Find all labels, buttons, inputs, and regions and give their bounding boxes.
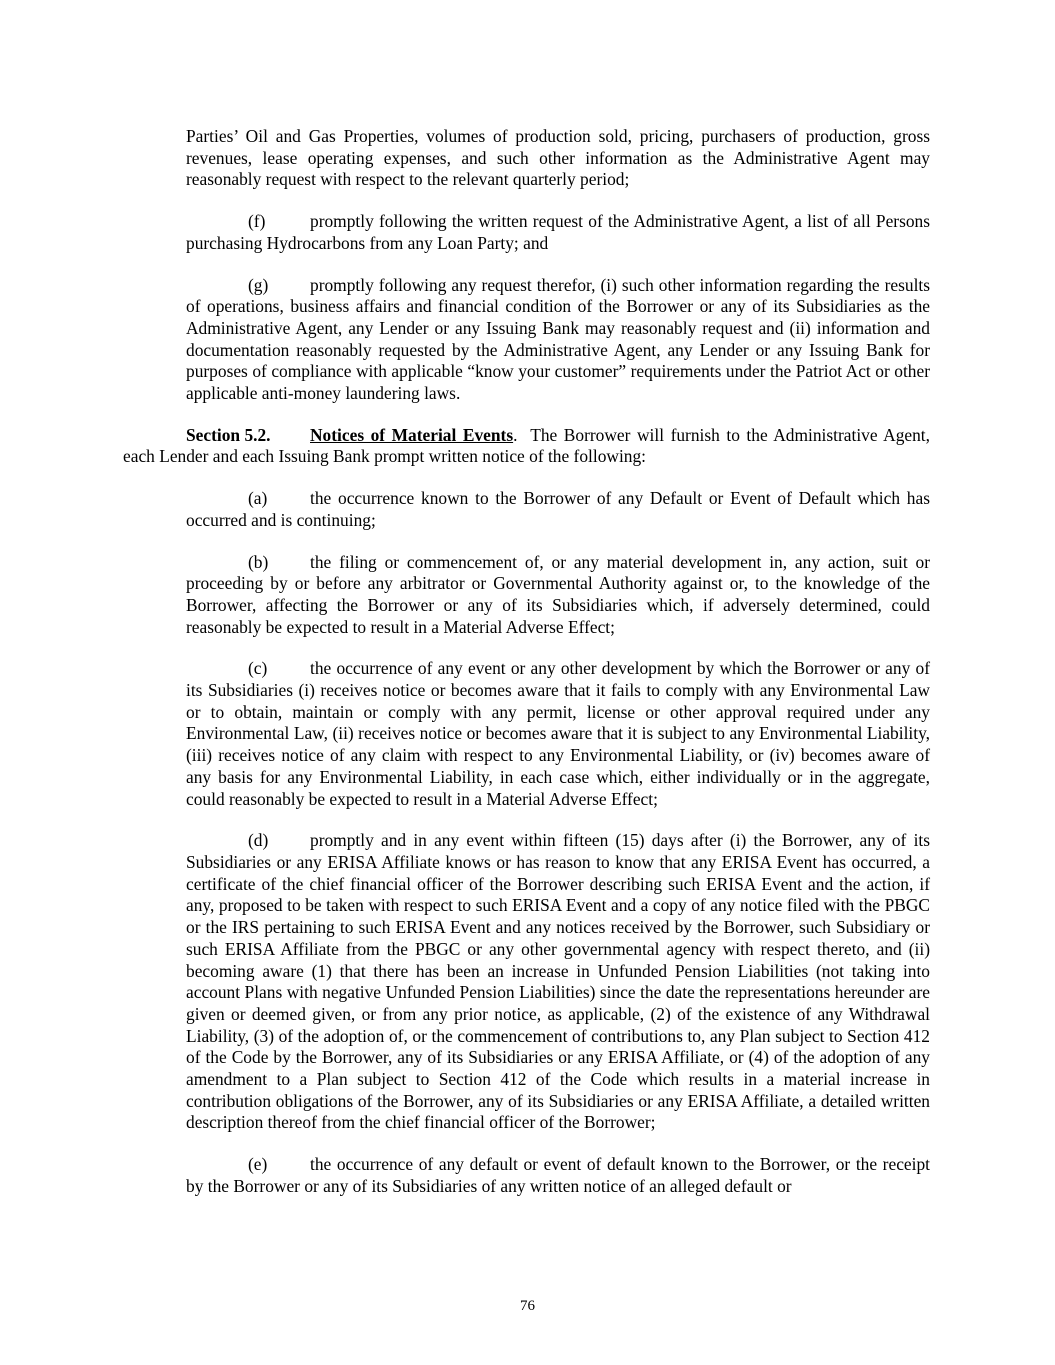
clause-label: (g) xyxy=(248,274,269,295)
clause-text: the occurrence known to the Borrower of any Default or Event of Default which has occurred and is continuing; xyxy=(186,488,930,530)
clause-f xyxy=(186,211,930,254)
clause-g xyxy=(186,275,930,405)
page-body xyxy=(123,126,930,1198)
clause-text: the occurrence of any event or any other development by which the Borrower or any of its Subsidiaries (i) receives notice or becomes aware that it fails to comply with any Environmental Law or to obtain, maintain or comply with any permit, license or other approval required under any Environmental Law, (ii) receives notice or becomes aware that it is subject to any Environmental Liability, (iii) receives notice of any claim with respect to any Environmental Liability, or (iv) becomes aware of any basis for any Environmental Liability, in each case which, either individually or in the aggregate, could reasonably be expected to result in a Material Adverse Effect; xyxy=(186,658,930,809)
clause-a xyxy=(186,488,930,531)
clause-c xyxy=(186,658,930,810)
clause-label: (c) xyxy=(248,658,268,679)
clause-text: promptly following any request therefor, (i) such other information regarding the results of operations, business affairs and financial condition of the Borrower or any of its Subsidiaries as the Administrative Agent, any Lender or any Issuing Bank may reasonably request and (ii) information and documentation reasonably requested by the Administrative Agent, any Lender or any Issuing Bank for purposes of compliance with applicable “know your customer” requirements under the Patriot Act or other applicable anti-money laundering laws. xyxy=(186,274,930,404)
section-5-2-heading xyxy=(123,425,930,468)
clause-text: the occurrence of any default or event of default known to the Borrower, or the receipt by the Borrower or any of its Subsidiaries of any written notice of an alleged default or xyxy=(186,1154,930,1196)
clause-d xyxy=(186,830,930,1134)
clause-e xyxy=(186,1154,930,1197)
clause-label: (d) xyxy=(248,830,269,851)
clause-b xyxy=(186,552,930,639)
clause-text: promptly and in any event within fifteen (15) days after (i) the Borrower, any of its Subsidiaries or any ERISA Affiliate knows or has reason to know that any ERISA Event has occurred, a certificate of the chief financial officer of the Borrower describing such ERISA Event and the action, if any, proposed to be taken with respect to such ERISA Event and a copy of any notice filed with the PBGC or the IRS pertaining to such ERISA Event and any notices received by the Borrower, such Subsidiary or such ERISA Affiliate from the PBGC or any other governmental agency with respect thereto, and (ii) becoming aware (1) that there has been an increase in Unfunded Pension Liabilities (not taking into account Plans with negative Unfunded Pension Liabilities) since the date the representations hereunder are given or deemed given, or from any prior notice, as applicable, (2) of the existence of any Withdrawal Liability, (3) of the adoption of, or the commencement of contributions to, any Plan subject to Section 412 of the Code by the Borrower, any of its Subsidiaries or any ERISA Affiliate, or (4) of the adoption of any amendment to a Plan subject to Section 412 of the Code which results in a material increase in contribution obligations of the Borrower, any of its Subsidiaries or any ERISA Affiliate, a detailed written description thereof from the chief financial officer of the Borrower; xyxy=(186,830,930,1133)
clause-text: the filing or commencement of, or any material development in, any action, suit or proceeding by or before any arbitrator or Governmental Authority against or, to the knowledge of the Borrower, affecting the Borrower or any of its Subsidiaries which, if adversely determined, could reasonably be expected to result in a Material Adverse Effect; xyxy=(186,551,930,637)
section-title: Notices of Material Events xyxy=(310,424,514,445)
section-intro: The Borrower will furnish to the Administrative Agent, each Lender and each Issuing Bank prompt written notice of the following: xyxy=(123,424,930,467)
page-number: 76 xyxy=(520,1298,535,1314)
clause-label: (a) xyxy=(248,488,268,509)
section-number: Section 5.2. xyxy=(186,424,271,445)
clause-label: (b) xyxy=(248,551,269,572)
clause-label: (f) xyxy=(248,211,266,232)
clause-text: promptly following the written request of the Administrative Agent, a list of all Persons purchasing Hydrocarbons from any Loan Party; and xyxy=(186,211,930,253)
clause-label: (e) xyxy=(248,1154,268,1175)
continuation-paragraph: Parties’ Oil and Gas Properties, volumes of production sold, pricing, purchasers of production, gross revenues, lease operating expenses, and such other information as the Administrative Agent may reasonably request with respect to the relevant quarterly period; xyxy=(186,126,930,190)
section-title-period: . xyxy=(513,424,518,445)
